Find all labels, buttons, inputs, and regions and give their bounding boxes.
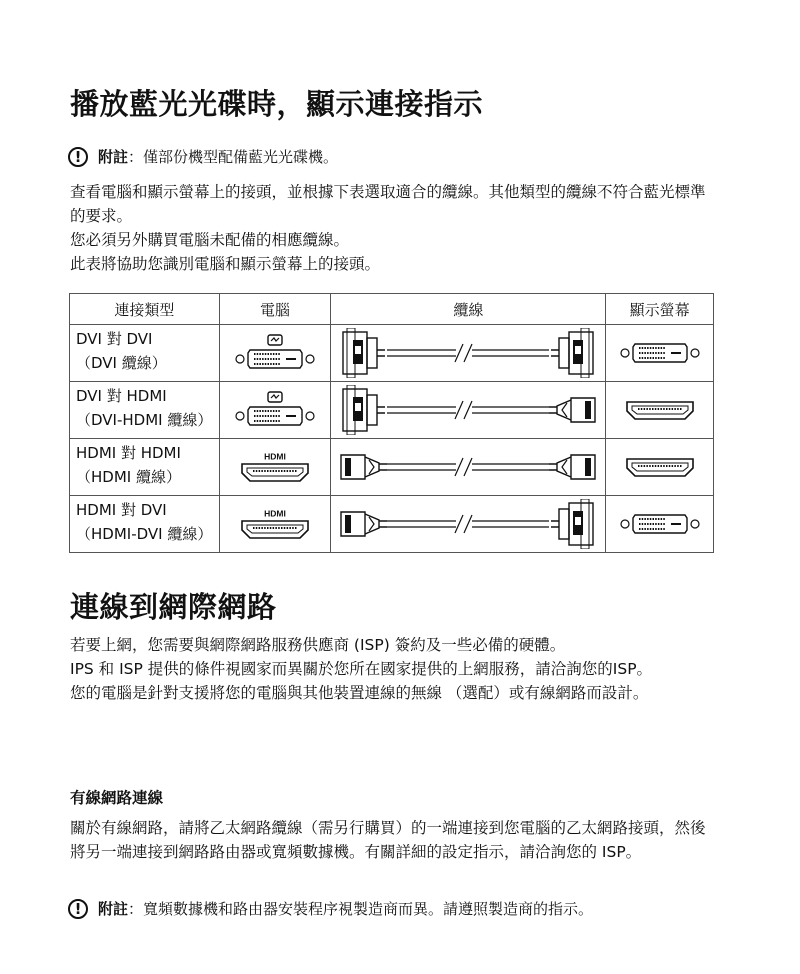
connection-type-cell: [70, 382, 220, 439]
cable-name: （DVI 纜線）: [76, 354, 167, 372]
exclamation-icon: !: [68, 147, 88, 167]
note-prefix: 附註: [98, 900, 129, 918]
computer-port-cell: [219, 382, 331, 439]
hdmi-logo: [255, 508, 295, 518]
computer-port-cell: [219, 325, 331, 382]
header-cable: 纜線: [331, 294, 606, 325]
connection-type-name: HDMI 對 HDMI: [76, 444, 181, 462]
table-row: [70, 439, 714, 496]
monitor-port-cell: [606, 382, 714, 439]
hdmi-port-icon: [606, 456, 713, 478]
connection-table: [69, 293, 714, 553]
internet-paragraph: [70, 633, 720, 705]
wired-paragraph: 關於有線網路，請將乙太網路纜線（需另行購買）的一端連接到您電腦的乙太網路接頭，然後將另一端連接到網路路由器或寬頻數據機。有關詳細的設定指示，請洽詢您的 ISP。: [70, 819, 706, 861]
monitor-port-cell: [606, 325, 714, 382]
dvi-port-icon: [232, 403, 318, 429]
dvi-symbol-icon: [267, 391, 283, 403]
exclamation-icon: !: [68, 899, 88, 919]
table-row: [70, 382, 714, 439]
header-computer: 電腦: [219, 294, 331, 325]
cable-name: （HDMI-DVI 纜線）: [76, 525, 213, 543]
dvi-port-icon: [232, 346, 318, 372]
connection-type-cell: [70, 325, 220, 382]
cable-cell: [331, 439, 606, 496]
dvi-port-icon: [606, 340, 713, 366]
hdmi-port-icon: [606, 399, 713, 421]
svg-text:HDMI: HDMI: [264, 451, 286, 461]
wired-heading: 有線網路連線: [70, 789, 164, 807]
hdmi-port-icon: [238, 518, 312, 540]
hdmi-port-icon: [238, 461, 312, 483]
connection-type-cell: [70, 439, 220, 496]
note-text: ：僅部份機型配備藍光光碟機。: [128, 148, 339, 166]
monitor-port-cell: [606, 496, 714, 553]
connection-type-cell: [70, 496, 220, 553]
note-text: ：寬頻數據機和路由器安裝程序視製造商而異。請遵照製造商的指示。: [128, 900, 594, 918]
dvi-port-icon: [606, 511, 713, 537]
cable-dvi-hdmi-icon: [331, 385, 605, 435]
table-row: [70, 325, 714, 382]
cable-name: （HDMI 纜線）: [76, 468, 181, 486]
note-prefix: 附註: [98, 148, 129, 166]
cable-name: （DVI-HDMI 纜線）: [76, 411, 213, 429]
cable-hdmi-hdmi-icon: [331, 442, 605, 492]
cable-dvi-dvi-icon: [331, 328, 605, 378]
note-modem: [68, 898, 593, 919]
header-connection-type: 連接類型: [70, 294, 220, 325]
section-title-internet: 連線到網際網路: [70, 590, 277, 624]
monitor-port-cell: [606, 439, 714, 496]
cable-cell: [331, 325, 606, 382]
cable-cell: [331, 496, 606, 553]
header-monitor: 顯示螢幕: [606, 294, 714, 325]
table-row: [70, 496, 714, 553]
computer-port-cell: [219, 439, 331, 496]
cable-cell: [331, 382, 606, 439]
internet-text: 若要上網，您需要與網際網路服務供應商 (ISP) 簽約及一些必備的硬體。 IPS 和 ISP 提供的條件視國家而異關於您所在國家提供的上網服務，請洽詢您的ISP。 您的電腦是針對支援將您的電腦與其他裝置連線的無線 （選配）或有線網路而設計。: [70, 636, 653, 702]
svg-text:HDMI: HDMI: [264, 508, 286, 518]
section-title-bluray-display: 播放藍光光碟時，顯示連接指示: [70, 87, 484, 121]
connection-type-name: HDMI 對 DVI: [76, 501, 167, 519]
intro-text: 查看電腦和顯示螢幕上的接頭，並根據下表選取適合的纜線。其他類型的纜線不符合藍光標準的要求。 您必須另外購買電腦未配備的相應纜線。 此表將協助您識別電腦和顯示螢幕上的接頭。: [70, 183, 706, 273]
hdmi-logo: [255, 451, 295, 461]
connection-type-name: DVI 對 DVI: [76, 330, 153, 348]
connection-type-name: DVI 對 HDMI: [76, 387, 167, 405]
cable-hdmi-dvi-icon: [331, 499, 605, 549]
dvi-symbol-icon: [267, 334, 283, 346]
note-bluray: [68, 146, 338, 167]
computer-port-cell: [219, 496, 331, 553]
intro-paragraph: [70, 180, 720, 276]
